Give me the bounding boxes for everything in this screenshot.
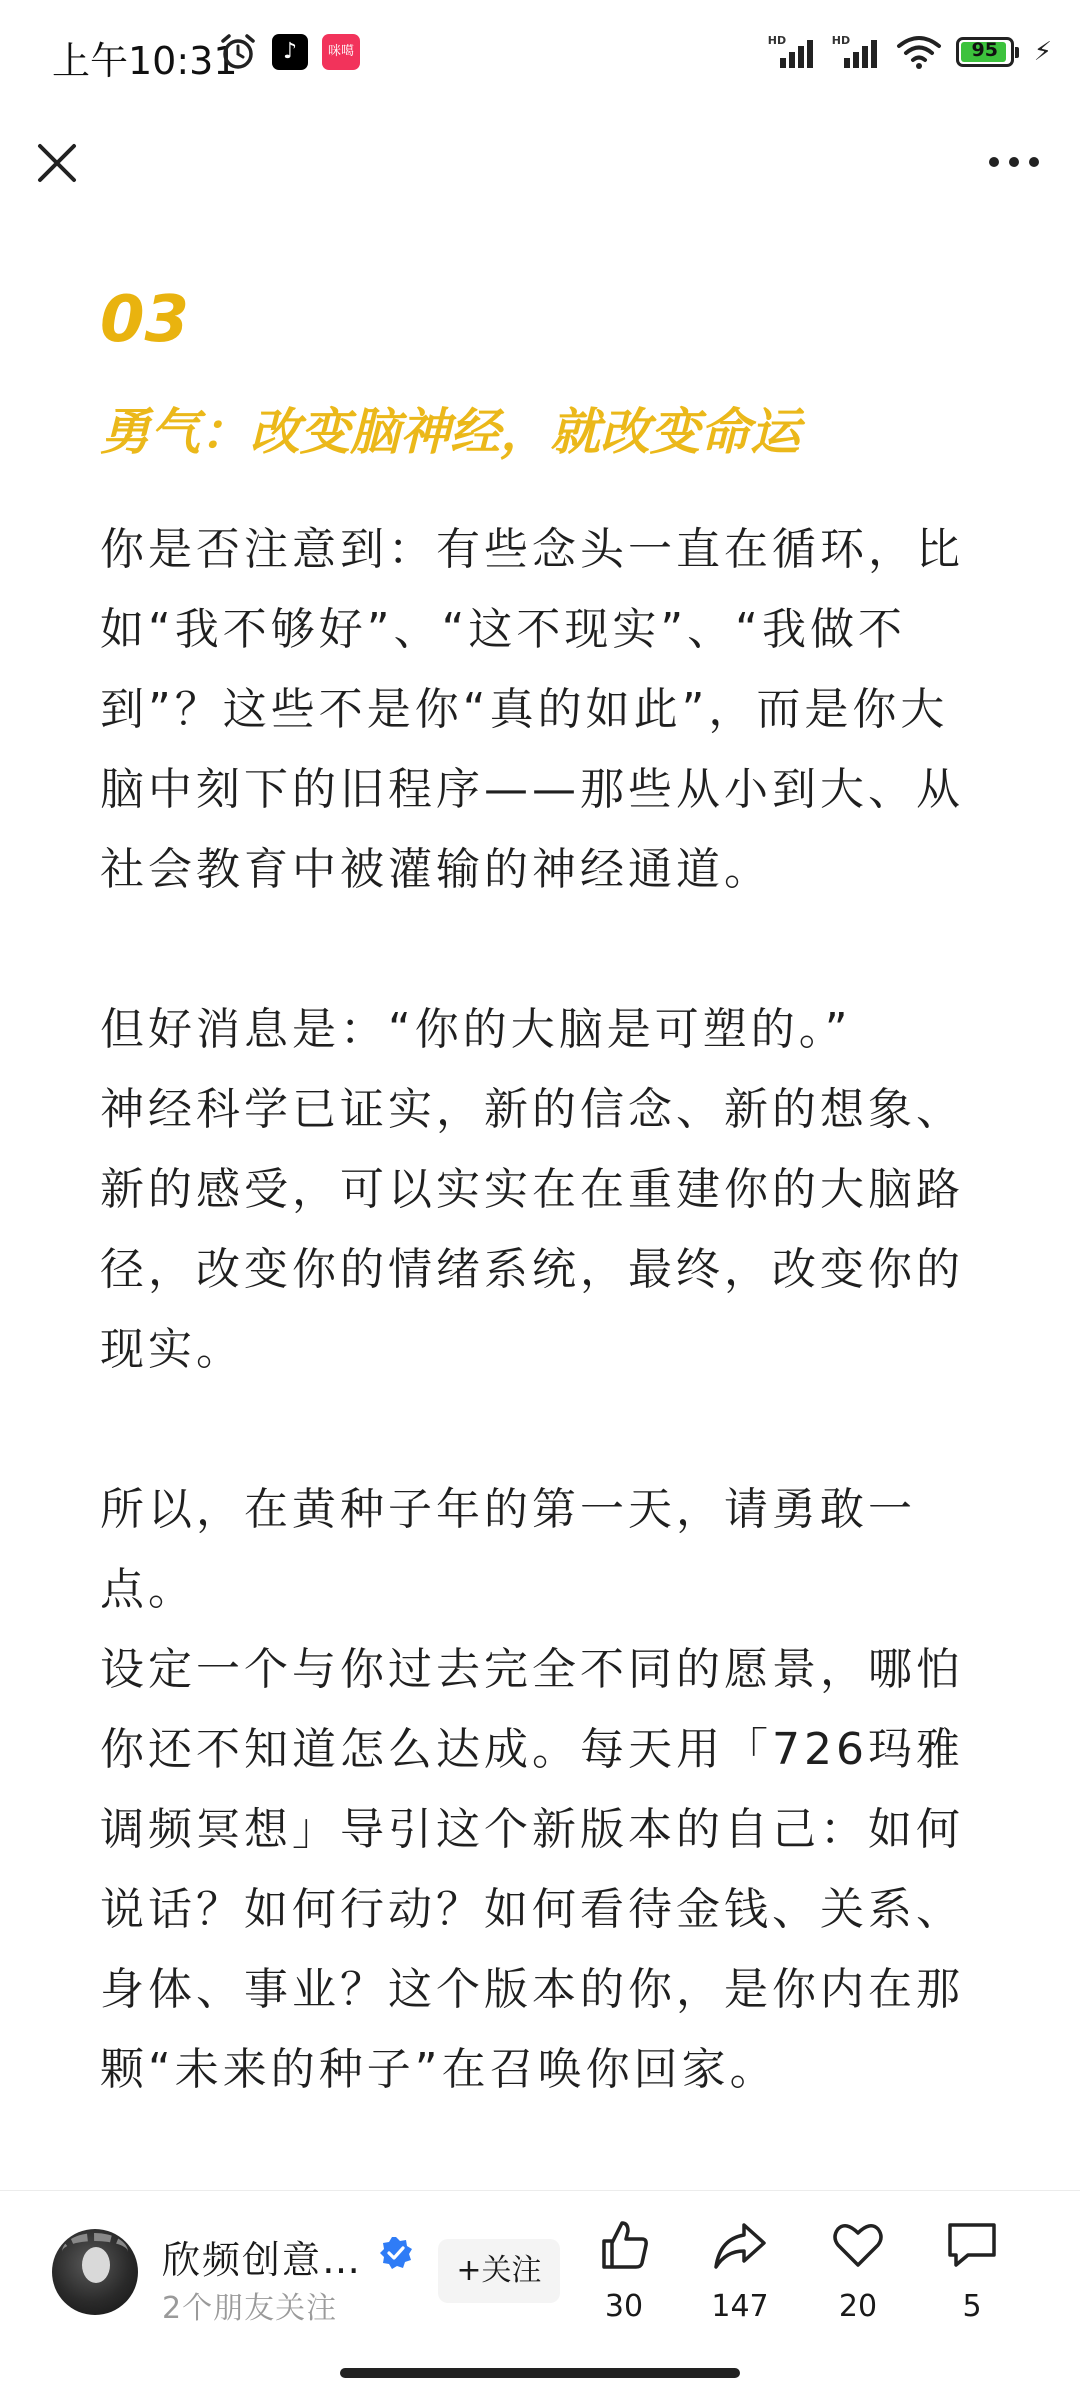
cell-signal-icon: HD [768,32,818,72]
like-count: 30 [604,2289,644,2324]
share-icon [712,2217,768,2273]
paragraph: 但好消息是：“你的大脑是可塑的。” [100,1004,852,1055]
more-icon[interactable] [984,142,1044,182]
like-button[interactable] [574,2217,674,2324]
section-title: 勇气：改变脑神经，就改变命运 [100,403,800,461]
tiktok-icon: ♪ [272,34,308,70]
heart-icon [830,2217,886,2273]
paragraph: 你是否注意到：有些念头一直在循环，比如“我不够好”、“这不现实”、“我做不到”？这些不是你“真的如此”，而是你大脑中刻下的旧程序——那些从小到大、从社会教育中被灌输的神经通道。 [100,524,964,895]
comment-count: 5 [962,2289,982,2324]
verified-badge-icon [378,2235,414,2271]
article-body [100,270,980,2110]
app-notification-icon: 咪噶 [322,34,360,70]
comment-icon [944,2217,1000,2273]
cell-signal-icon: HD [832,32,882,72]
section-number: 03 [100,283,190,357]
status-time: 上午10:31 [52,39,238,83]
battery-icon: 95 [956,37,1014,67]
alarm-icon [218,32,258,72]
home-indicator[interactable] [340,2368,740,2378]
paragraph: 神经科学已证实，新的信念、新的想象、新的感受，可以实实在在重建你的大脑路径，改变你的情绪系统，最终，改变你的现实。 [100,1084,964,1375]
status-bar [0,0,1080,105]
comment-button[interactable] [922,2217,1022,2324]
paragraph: 所以，在黄种子年的第一天，请勇敢一点。 [100,1484,916,1615]
share-count: 147 [711,2289,769,2324]
paragraph-spacer [100,1390,980,1470]
follow-button[interactable]: +关注 [438,2239,560,2303]
favorite-button[interactable] [808,2217,908,2324]
favorite-count: 20 [838,2289,878,2324]
friends-following-text: 2个朋友关注 [162,2291,338,2326]
top-nav [0,120,1080,200]
status-indicators [768,30,1052,74]
author-name[interactable]: 欣频创意… [162,2238,363,2282]
close-icon[interactable] [32,138,82,188]
charging-icon: ⚡ [1033,37,1052,67]
paragraph: 设定一个与你过去完全不同的愿景，哪怕你还不知道怎么达成。每天用「726玛雅调频冥想」导引这个新版本的自己：如何说话？如何行动？如何看待金钱、关系、身体、事业？这个版本的你，是你内在那颗“未来的种子”在召唤你回家。 [100,1644,964,2095]
avatar[interactable] [52,2229,138,2315]
thumbs-up-icon [596,2217,652,2273]
share-button[interactable] [690,2217,790,2324]
paragraph-spacer [100,910,980,990]
wifi-icon [896,34,942,70]
